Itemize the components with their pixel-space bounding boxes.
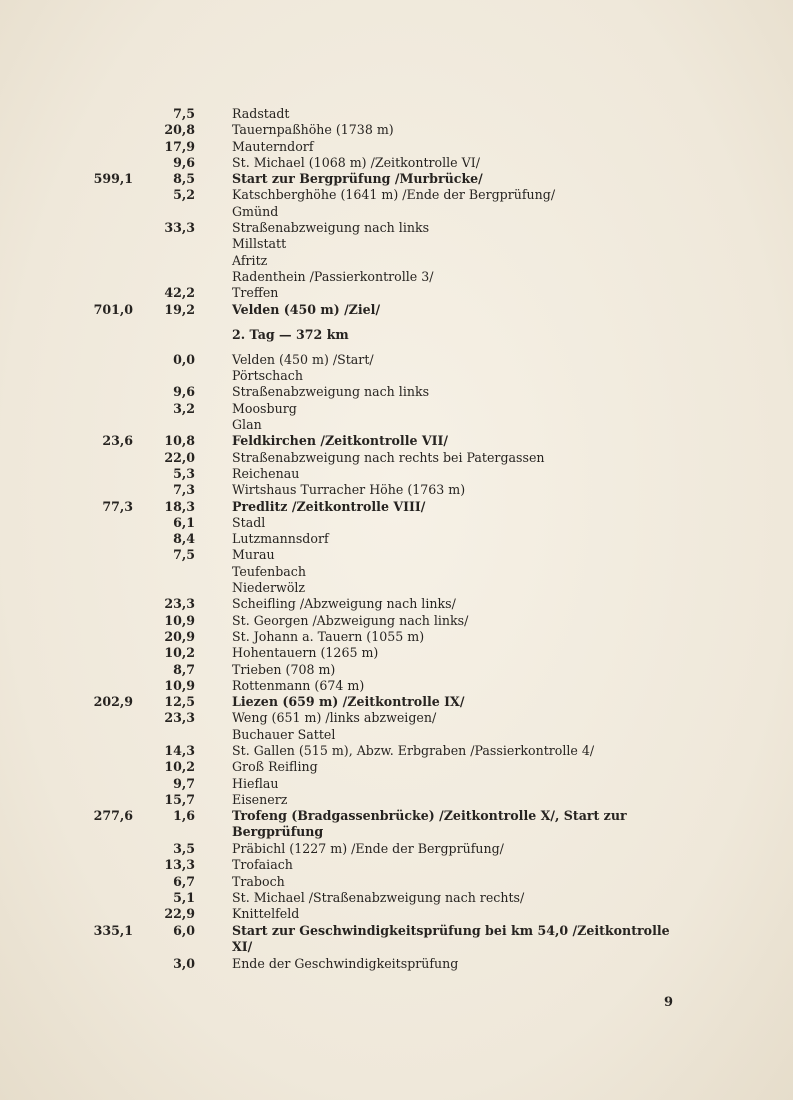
place-name: Trieben (708 m) bbox=[232, 661, 336, 677]
place-name: Glan bbox=[232, 417, 262, 433]
segment-km: 42,2 bbox=[164, 285, 195, 301]
itinerary-row bbox=[0, 302, 793, 318]
itinerary-row bbox=[0, 662, 793, 678]
place-name: Radstadt bbox=[232, 106, 290, 121]
place-name: Knittelfeld bbox=[232, 906, 300, 922]
itinerary-row bbox=[0, 466, 793, 482]
itinerary-row bbox=[0, 857, 793, 873]
cumulative-km: 202,9 bbox=[93, 694, 133, 710]
place-name: Trofeng (Bradgassenbrücke) /Zeitkontrolle X/, Start zur Bergprüfung bbox=[232, 808, 627, 840]
segment-km: 19,2 bbox=[164, 301, 195, 317]
itinerary-row bbox=[0, 515, 793, 531]
place-name: Rottenmann (674 m) bbox=[232, 677, 365, 693]
itinerary-row bbox=[0, 171, 793, 187]
segment-km: 8,5 bbox=[173, 171, 195, 187]
segment-km: 18,3 bbox=[164, 498, 195, 514]
itinerary-row bbox=[0, 776, 793, 792]
itinerary-row bbox=[0, 482, 793, 498]
place-name: Niederwölz bbox=[232, 580, 306, 596]
place-name: Teufenbach bbox=[232, 563, 306, 579]
segment-km: 0,0 bbox=[173, 351, 195, 367]
itinerary-row bbox=[0, 187, 793, 203]
itinerary-row bbox=[0, 743, 793, 759]
segment-km: 5,1 bbox=[173, 890, 195, 906]
itinerary-row bbox=[0, 236, 793, 252]
place-name: St. Georgen /Abzweigung nach links/ bbox=[232, 612, 469, 628]
segment-km: 20,8 bbox=[164, 122, 195, 138]
place-name: Millstatt bbox=[232, 236, 287, 252]
segment-km: 5,3 bbox=[173, 465, 195, 481]
place-name: Scheifling /Abzweigung nach links/ bbox=[232, 596, 456, 612]
segment-km: 9,6 bbox=[173, 384, 195, 400]
itinerary-row bbox=[0, 220, 793, 236]
itinerary-row bbox=[0, 352, 793, 368]
place-name: Gmünd bbox=[232, 203, 279, 219]
segment-km: 12,5 bbox=[164, 694, 195, 710]
place-name: Trofaiach bbox=[232, 857, 293, 873]
itinerary-row bbox=[0, 678, 793, 694]
itinerary-row bbox=[0, 841, 793, 857]
segment-km: 7,3 bbox=[173, 482, 195, 498]
segment-km: 13,3 bbox=[164, 857, 195, 873]
segment-km: 10,9 bbox=[164, 612, 195, 628]
segment-km: 14,3 bbox=[164, 742, 195, 758]
itinerary-row bbox=[0, 808, 793, 841]
itinerary-row bbox=[0, 384, 793, 400]
segment-km: 3,5 bbox=[173, 841, 195, 857]
itinerary-row bbox=[0, 204, 793, 220]
place-name: Straßenabzweigung nach links bbox=[232, 220, 430, 236]
place-name: St. Michael /Straßenabzweigung nach rechts/ bbox=[232, 890, 525, 906]
itinerary-row bbox=[0, 629, 793, 645]
itinerary-row bbox=[0, 645, 793, 661]
segment-km: 23,3 bbox=[164, 710, 195, 726]
itinerary-row bbox=[0, 122, 793, 138]
segment-km: 9,7 bbox=[173, 775, 195, 791]
place-name: Groß Reifling bbox=[232, 759, 318, 775]
itinerary-row bbox=[0, 923, 793, 956]
place-name: Moosburg bbox=[232, 400, 297, 416]
place-name: Wirtshaus Turracher Höhe (1763 m) bbox=[232, 482, 466, 498]
place-name: Straßenabzweigung nach links bbox=[232, 384, 430, 400]
itinerary-row bbox=[0, 564, 793, 580]
place-name: Weng (651 m) /links abzweigen/ bbox=[232, 710, 437, 726]
segment-km: 3,2 bbox=[173, 400, 195, 416]
place-name: Treffen bbox=[232, 285, 279, 301]
itinerary-row bbox=[0, 792, 793, 808]
itinerary-row bbox=[0, 253, 793, 269]
segment-km: 23,3 bbox=[164, 596, 195, 612]
itinerary-row bbox=[0, 269, 793, 285]
itinerary-row bbox=[0, 710, 793, 726]
cumulative-km: 23,6 bbox=[102, 433, 133, 449]
itinerary-row bbox=[0, 596, 793, 612]
place-name: Lutzmannsdorf bbox=[232, 531, 329, 547]
segment-km: 17,9 bbox=[164, 138, 195, 154]
itinerary-row bbox=[0, 694, 793, 710]
itinerary-row bbox=[0, 906, 793, 922]
segment-km: 6,7 bbox=[173, 873, 195, 889]
place-name: St. Michael (1068 m) /Zeitkontrolle VI/ bbox=[232, 154, 480, 170]
place-name: St. Johann a. Tauern (1055 m) bbox=[232, 628, 425, 644]
place-name: Straßenabzweigung nach rechts bei Patergassen bbox=[232, 449, 545, 465]
cumulative-km: 701,0 bbox=[93, 301, 133, 317]
place-name: Präbichl (1227 m) /Ende der Bergprüfung/ bbox=[232, 841, 504, 857]
itinerary-row bbox=[0, 580, 793, 596]
place-name: Predlitz /Zeitkontrolle VIII/ bbox=[232, 498, 426, 514]
place-name: Hieflau bbox=[232, 775, 279, 791]
segment-km: 22,9 bbox=[164, 906, 195, 922]
itinerary-table bbox=[0, 106, 793, 972]
page-number: 9 bbox=[664, 995, 674, 1010]
cumulative-km: 599,1 bbox=[93, 171, 133, 187]
itinerary-row bbox=[0, 401, 793, 417]
segment-km: 15,7 bbox=[164, 791, 195, 807]
itinerary-row bbox=[0, 368, 793, 384]
segment-km: 6,0 bbox=[173, 922, 195, 938]
cumulative-km: 277,6 bbox=[93, 808, 133, 824]
itinerary-row bbox=[0, 874, 793, 890]
segment-km: 10,9 bbox=[164, 677, 195, 693]
itinerary-row bbox=[0, 890, 793, 906]
cumulative-km: 335,1 bbox=[93, 922, 133, 938]
segment-km: 8,4 bbox=[173, 531, 195, 547]
segment-km: 20,9 bbox=[164, 628, 195, 644]
place-name: St. Gallen (515 m), Abzw. Erbgraben /Passierkontrolle 4/ bbox=[232, 742, 595, 758]
itinerary-row bbox=[0, 139, 793, 155]
segment-km: 10,2 bbox=[164, 645, 195, 661]
place-name: Ende der Geschwindigkeitsprüfung bbox=[232, 955, 459, 971]
place-name: Start zur Bergprüfung /Murbrücke/ bbox=[232, 171, 483, 187]
segment-km: 5,2 bbox=[173, 187, 195, 203]
itinerary-row bbox=[0, 531, 793, 547]
itinerary-row bbox=[0, 759, 793, 775]
place-name: Radenthein /Passierkontrolle 3/ bbox=[232, 268, 434, 284]
segment-km: 7,5 bbox=[173, 547, 195, 563]
segment-km: 22,0 bbox=[164, 449, 195, 465]
segment-km: 33,3 bbox=[164, 220, 195, 236]
segment-km: 10,2 bbox=[164, 759, 195, 775]
itinerary-row bbox=[0, 613, 793, 629]
segment-km: 3,0 bbox=[173, 955, 195, 971]
place-name: Buchauer Sattel bbox=[232, 726, 336, 742]
itinerary-row bbox=[0, 417, 793, 433]
place-name: Liezen (659 m) /Zeitkontrolle IX/ bbox=[232, 694, 465, 710]
place-name: Velden (450 m) /Ziel/ bbox=[232, 301, 381, 317]
segment-km: 8,7 bbox=[173, 661, 195, 677]
segment-km: 7,5 bbox=[173, 106, 195, 121]
itinerary-row bbox=[0, 433, 793, 449]
itinerary-row bbox=[0, 956, 793, 972]
place-name: Velden (450 m) /Start/ bbox=[232, 351, 374, 367]
place-name: Pörtschach bbox=[232, 368, 303, 384]
place-name: Reichenau bbox=[232, 465, 300, 481]
segment-km: 1,6 bbox=[173, 808, 195, 824]
segment-km: 9,6 bbox=[173, 154, 195, 170]
place-name: Start zur Geschwindigkeitsprüfung bei km 54,0 /Zeitkontrolle XI/ bbox=[232, 922, 670, 954]
itinerary-row bbox=[0, 450, 793, 466]
place-name: Hohentauern (1265 m) bbox=[232, 645, 379, 661]
place-name: Traboch bbox=[232, 873, 285, 889]
segment-km: 10,8 bbox=[164, 433, 195, 449]
place-name: Tauernpaßhöhe (1738 m) bbox=[232, 122, 394, 138]
place-name: Eisenerz bbox=[232, 791, 288, 807]
itinerary-row bbox=[0, 727, 793, 743]
itinerary-row bbox=[0, 547, 793, 563]
place-name: Afritz bbox=[232, 252, 268, 268]
place-name: Murau bbox=[232, 547, 275, 563]
itinerary-row bbox=[0, 106, 793, 122]
day-heading-text: 2. Tag — 372 km bbox=[232, 326, 349, 342]
cumulative-km: 77,3 bbox=[102, 498, 133, 514]
place-name: Stadl bbox=[232, 514, 266, 530]
segment-km: 6,1 bbox=[173, 514, 195, 530]
place-name: Mauterndorf bbox=[232, 138, 314, 154]
itinerary-row bbox=[0, 285, 793, 301]
place-name: Feldkirchen /Zeitkontrolle VII/ bbox=[232, 433, 449, 449]
itinerary-row bbox=[0, 499, 793, 515]
itinerary-row bbox=[0, 155, 793, 171]
day-heading bbox=[0, 318, 793, 352]
place-name: Katschberghöhe (1641 m) /Ende der Bergprüfung/ bbox=[232, 187, 556, 203]
